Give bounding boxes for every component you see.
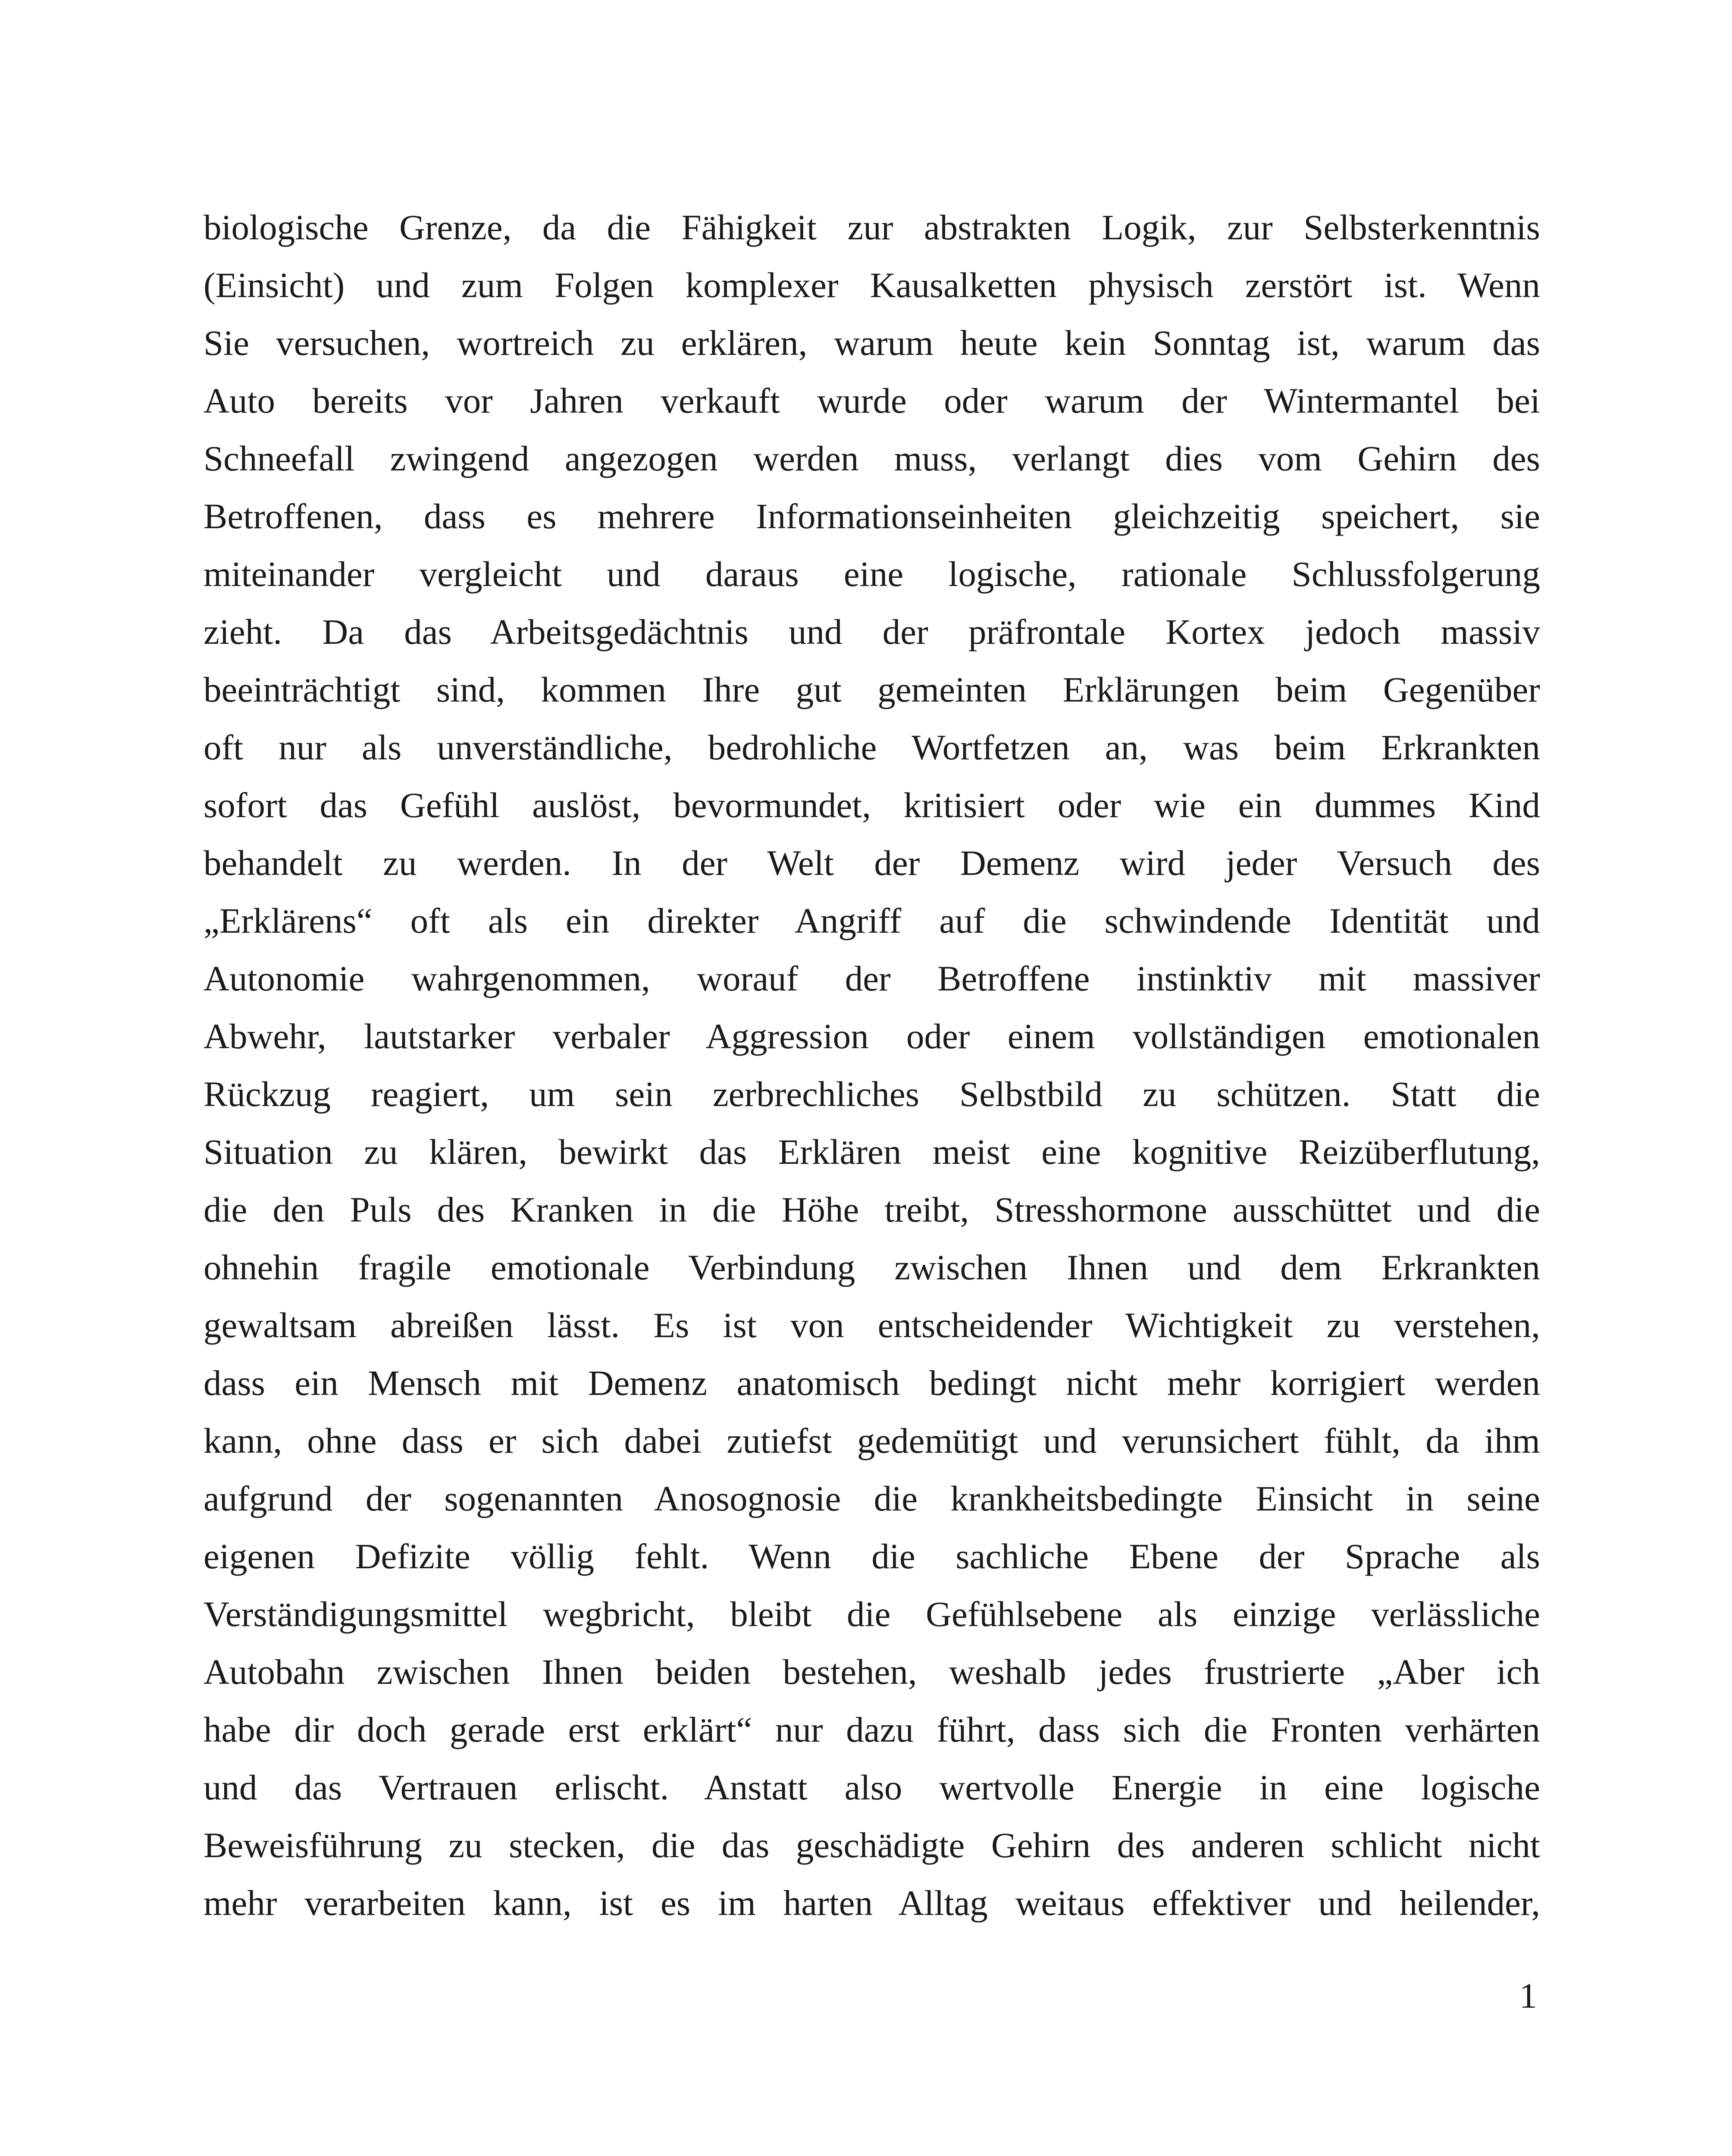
text-line: biologische Grenze, da die Fähigkeit zur abstrakten Logik, zur Selbsterkenntnis <box>204 207 1540 247</box>
text-line: (Einsicht) und zum Folgen komplexer Kausalketten physisch zerstört ist. Wenn <box>204 265 1540 305</box>
text-line: Verständigungsmittel wegbricht, bleibt die Gefühlsebene als einzige verlässliche <box>204 1594 1540 1634</box>
text-line: dass ein Mensch mit Demenz anatomisch bedingt nicht mehr korrigiert werden <box>204 1363 1540 1403</box>
text-line: kann, ohne dass er sich dabei zutiefst gedemütigt und verunsichert fühlt, da ihm <box>204 1421 1540 1460</box>
page-number: 1 <box>1519 1976 1537 2015</box>
text-line: mehr verarbeiten kann, ist es im harten Alltag weitaus effektiver und heilender, <box>204 1883 1540 1923</box>
text-line: „Erklärens“ oft als ein direkter Angriff auf die schwindende Identität und <box>204 901 1540 940</box>
text-line: und das Vertrauen erlischt. Anstatt also wertvolle Energie in eine logische <box>204 1767 1540 1807</box>
text-line: habe dir doch gerade erst erklärt“ nur dazu führt, dass sich die Fronten verhärten <box>204 1710 1540 1749</box>
text-line: Betroffenen, dass es mehrere Informationseinheiten gleichzeitig speichert, sie <box>204 496 1540 536</box>
text-line: Autobahn zwischen Ihnen beiden bestehen, weshalb jedes frustrierte „Aber ich <box>204 1652 1540 1692</box>
text-line: gewaltsam abreißen lässt. Es ist von entscheidender Wichtigkeit zu verstehen, <box>204 1305 1540 1345</box>
text-line: Sie versuchen, wortreich zu erklären, warum heute kein Sonntag ist, warum das <box>204 323 1540 363</box>
text-line: Auto bereits vor Jahren verkauft wurde oder warum der Wintermantel bei <box>204 381 1540 420</box>
text-line: zieht. Da das Arbeitsgedächtnis und der präfrontale Kortex jedoch massiv <box>204 612 1540 652</box>
body-paragraph <box>204 198 1540 1932</box>
text-line: Rückzug reagiert, um sein zerbrechliches Selbstbild zu schützen. Statt die <box>204 1074 1540 1114</box>
text-line: eigenen Defizite völlig fehlt. Wenn die sachliche Ebene der Sprache als <box>204 1536 1540 1576</box>
text-line: behandelt zu werden. In der Welt der Demenz wird jeder Versuch des <box>204 843 1540 883</box>
text-line: Beweisführung zu stecken, die das geschädigte Gehirn des anderen schlicht nicht <box>204 1825 1540 1865</box>
text-line: ohnehin fragile emotionale Verbindung zwischen Ihnen und dem Erkrankten <box>204 1247 1540 1287</box>
text-line: Situation zu klären, bewirkt das Erklären meist eine kognitive Reizüberflutung, <box>204 1132 1540 1172</box>
text-line: Schneefall zwingend angezogen werden muss, verlangt dies vom Gehirn des <box>204 439 1540 478</box>
text-line: beeinträchtigt sind, kommen Ihre gut gemeinten Erklärungen beim Gegenüber <box>204 670 1540 709</box>
text-line: die den Puls des Kranken in die Höhe treibt, Stresshormone ausschüttet und die <box>204 1190 1540 1229</box>
text-line: oft nur als unverständliche, bedrohliche Wortfetzen an, was beim Erkrankten <box>204 727 1540 767</box>
text-line: miteinander vergleicht und daraus eine logische, rationale Schlussfolgerung <box>204 554 1540 594</box>
text-line: aufgrund der sogenannten Anosognosie die krankheitsbedingte Einsicht in seine <box>204 1479 1540 1518</box>
text-line: sofort das Gefühl auslöst, bevormundet, kritisiert oder wie ein dummes Kind <box>204 785 1540 825</box>
text-line: Autonomie wahrgenommen, worauf der Betroffene instinktiv mit massiver <box>204 959 1540 998</box>
text-line: Abwehr, lautstarker verbaler Aggression oder einem vollständigen emotionalen <box>204 1016 1540 1056</box>
